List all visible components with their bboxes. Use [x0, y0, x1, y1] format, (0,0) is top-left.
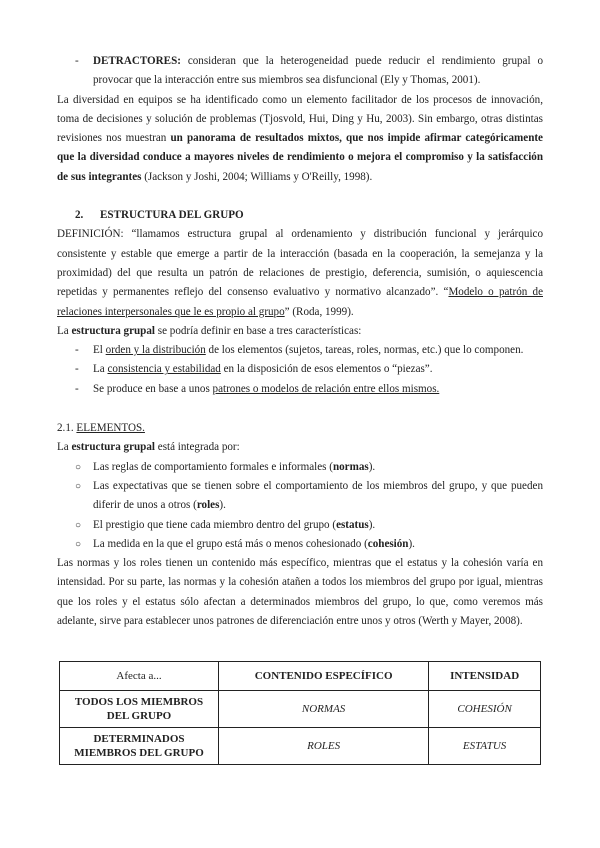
table-row: [60, 691, 541, 728]
elements-intro: [57, 438, 543, 457]
definition-paragraph: [57, 225, 543, 321]
detractores-text: consideran que la heterogeneidad puede reducir el rendimiento grupal o provocar que la interacción entre sus miembros sea disfuncional (Ely y Thomas, 2001).: [93, 55, 543, 87]
element-post: ).: [408, 537, 415, 550]
element-pre: Las expectativas que se tienen sobre el comportamiento de los miembros del grupo, y que pueden diferir de unos a otros (: [93, 479, 543, 512]
element-bold: estatus: [336, 518, 369, 531]
characteristic-item: [57, 380, 543, 399]
element-pre: El prestigio que tiene cada miembro dentro del grupo (: [93, 518, 337, 531]
characteristic-item: [57, 341, 543, 360]
document-page: [57, 52, 543, 765]
table-header-cell: Afecta a...: [60, 662, 219, 691]
structure-intro-post: se podría definir en base a tres características:: [155, 324, 362, 337]
characteristic-underlined: consistencia y estabilidad: [107, 363, 221, 376]
characteristic-item: [57, 360, 543, 379]
dash-bullet: -: [75, 344, 79, 357]
table-cell: COHESIÓN: [429, 691, 541, 728]
element-item: [57, 458, 543, 477]
circle-bullet-icon: ○: [75, 461, 82, 473]
definition-text: : “llamamos estructura grupal al ordenamiento y distribución funcional y jerárquico consistente y estable que emerge a partir de la interacción (basada en la cooperación, la semejanza y la proximidad) del que resulta un patrón de relaciones de prestigio, deferencia, sumisión, o aquiescencia repetidas y permanentes reflejo del consenso evaluativo y normativo alcanzado”. “: [57, 228, 543, 299]
diversity-bold: un panorama de resultados mixtos, que nos impide afirmar categóricamente que la diversidad conduce a mayores niveles de rendimiento o mejora el compromiso y la satisfacción de sus integrantes: [57, 132, 543, 183]
diversity-paragraph: [57, 91, 543, 187]
dash-bullet: -: [75, 363, 79, 376]
element-pre: Las reglas de comportamiento formales e informales (: [93, 460, 333, 473]
characteristic-post: de los elementos (sujetos, tareas, roles, normas, etc.) que lo componen.: [205, 344, 524, 357]
characteristic-post: en la disposición de esos elementos o “piezas”.: [220, 363, 433, 376]
table-cell: ESTATUS: [429, 728, 541, 765]
table-header-row: [60, 662, 541, 691]
characteristic-underlined: patrones o modelos de relación entre ellos mismos.: [212, 382, 440, 395]
table-cell: TODOS LOS MIEMBROS DEL GRUPO: [60, 691, 219, 728]
structure-intro-pre: La: [57, 324, 72, 337]
table-cell: DETERMINADOS MIEMBROS DEL GRUPO: [60, 728, 219, 765]
circle-bullet-icon: ○: [75, 480, 82, 492]
subsection-title: ELEMENTOS.: [76, 422, 145, 435]
definition-end: ” (Roda, 1999).: [284, 305, 354, 318]
detractores-term: DETRACTORES:: [93, 55, 181, 67]
definition-label: DEFINICIÓN: [57, 228, 121, 241]
element-bold: roles: [196, 499, 220, 512]
element-post: ).: [368, 460, 376, 473]
structure-intro: [57, 322, 543, 341]
element-post: ).: [368, 518, 376, 531]
element-item: [57, 477, 543, 516]
section-number: 2.: [75, 209, 84, 222]
subsection-heading: [57, 419, 543, 438]
subsection-number: 2.1.: [57, 422, 77, 435]
circle-bullet-icon: ○: [75, 519, 82, 531]
table-row: [60, 728, 541, 765]
characteristic-pre: El: [93, 344, 106, 357]
detractores-item: [57, 52, 543, 91]
definition-underlined: Modelo o patrón de relaciones interpersonales que le es propio al grupo: [57, 286, 543, 318]
section-title: ESTRUCTURA DEL GRUPO: [100, 209, 244, 222]
diversity-text-2: (Jackson y Joshi, 2004; Williams y O'Reilly, 1998).: [141, 170, 373, 183]
characteristic-underlined: orden y la distribución: [105, 344, 206, 357]
elements-intro-pre: La: [57, 441, 72, 454]
table-cell: NORMAS: [219, 691, 429, 728]
dash-bullet: -: [75, 55, 79, 67]
element-bold: cohesión: [367, 537, 409, 550]
characteristic-pre: Se produce en base a unos: [93, 382, 213, 395]
element-pre: La medida en la que el grupo está más o menos cohesionado (: [93, 537, 368, 550]
characteristic-pre: La: [93, 363, 108, 376]
circle-bullet-icon: ○: [75, 538, 82, 550]
structure-intro-bold: estructura grupal: [71, 324, 155, 337]
elements-intro-bold: estructura grupal: [71, 441, 155, 454]
elements-table: [59, 661, 541, 765]
element-post: ).: [219, 499, 226, 512]
element-item: [57, 516, 543, 535]
table-header-cell: INTENSIDAD: [429, 662, 541, 691]
element-bold: normas: [332, 460, 369, 473]
diversity-text-1: La diversidad en equipos se ha identificado como un elemento facilitador de los procesos de innovación, toma de decisiones y solución de problemas (Tjosvold, Hui, Ding y Hu, 2003). Sin embargo, otras distintas revisiones nos muestran: [57, 93, 543, 145]
table-cell: ROLES: [219, 728, 429, 765]
table-header-cell: CONTENIDO ESPECÍFICO: [219, 662, 429, 691]
dash-bullet: -: [75, 382, 79, 395]
section-heading: [57, 206, 543, 225]
closing-paragraph: Las normas y los roles tienen un contenido más específico, mientras que el estatus y la cohesión varía en intensidad. Por su parte, las normas y la cohesión atañen a todos los miembros del grupo por igual, mientras que los roles y el estatus sólo afectan a determinados miembros del grupo, lo que, como veremos más adelante, sirve para establecer unos patrones de diferenciación entre unos y otros (Werth y Mayer, 2008).: [57, 557, 543, 628]
element-item: [57, 535, 543, 554]
elements-intro-post: está integrada por:: [155, 441, 240, 454]
